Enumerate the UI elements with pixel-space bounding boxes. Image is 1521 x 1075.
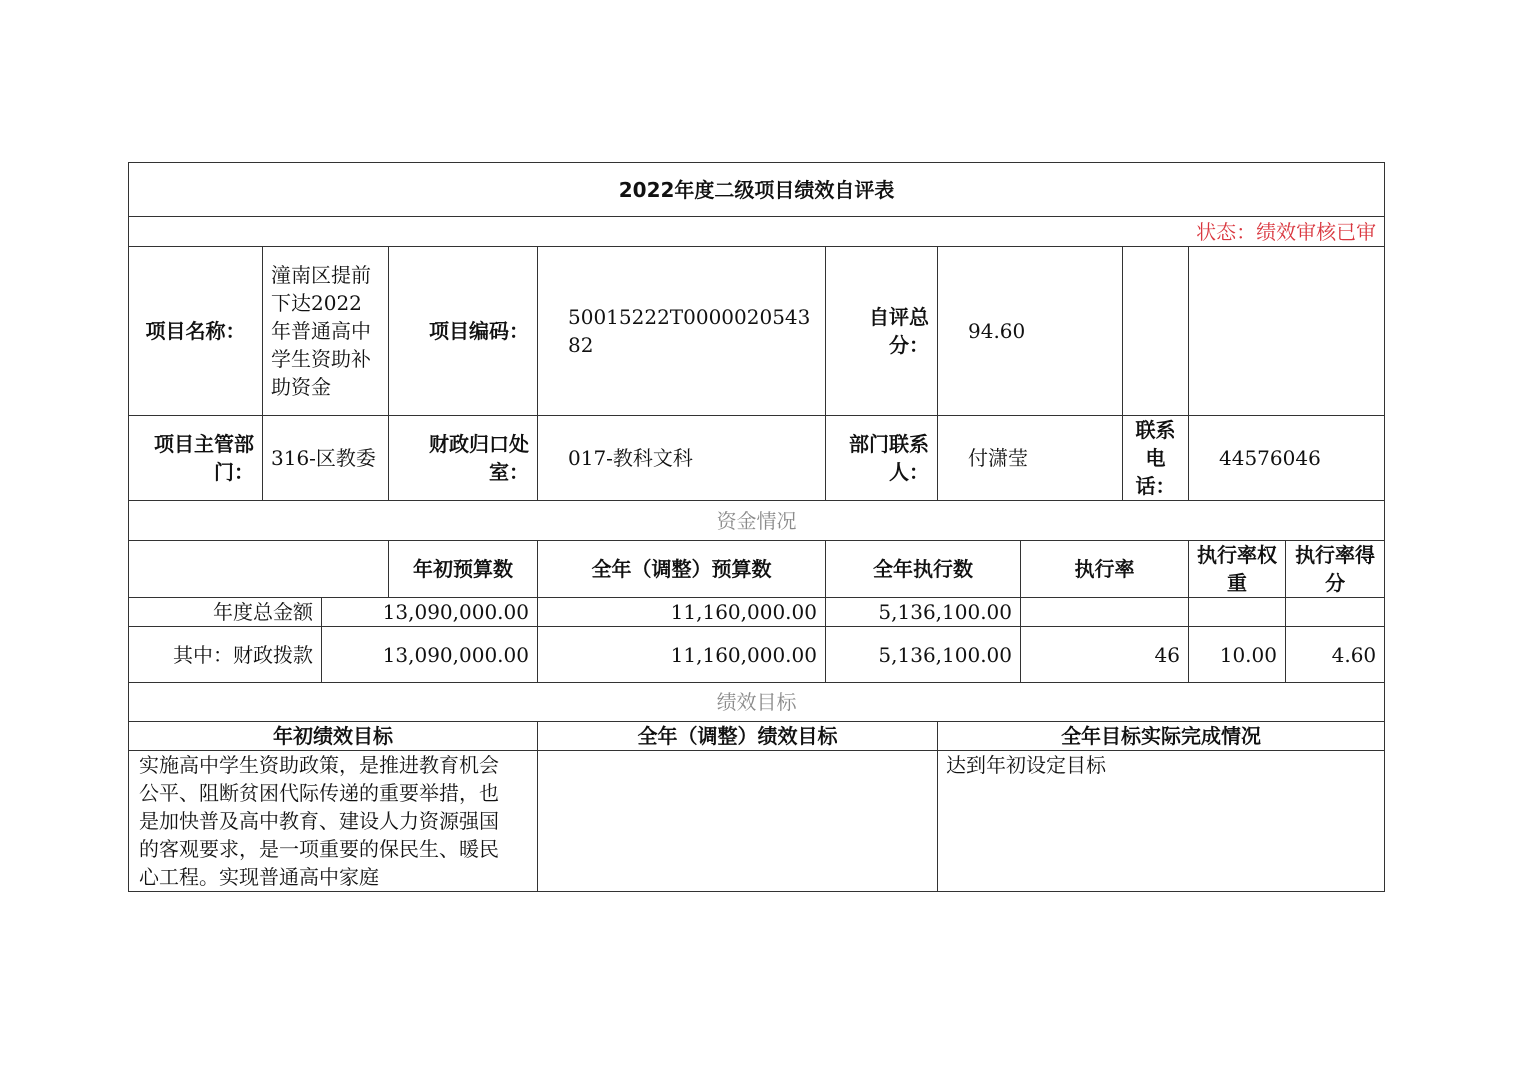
goals-header: 年初绩效目标 <box>129 722 538 751</box>
self-score-label: 自评总分： <box>826 247 938 416</box>
empty-cell <box>1189 247 1385 416</box>
goals-section-title: 绩效目标 <box>129 683 1385 722</box>
goals-header: 全年（调整）绩效目标 <box>538 722 938 751</box>
project-code-value: 50015222T000002054382 <box>538 247 826 416</box>
project-name-value: 潼南区提前下达2022年普通高中学生资助补助资金 <box>263 247 389 416</box>
funds-cell: 11,160,000.00 <box>538 598 826 627</box>
funds-cell: 13,090,000.00 <box>322 598 538 627</box>
finance-office-label: 财政归口处室： <box>389 416 538 501</box>
funds-cell <box>1286 598 1385 627</box>
project-code-label: 项目编码： <box>389 247 538 416</box>
funds-section-title: 资金情况 <box>129 501 1385 541</box>
performance-evaluation-table <box>128 162 1385 892</box>
funds-header: 执行率权重 <box>1189 541 1286 598</box>
actual-completion-text: 达到年初设定目标 <box>938 751 1385 892</box>
funds-row-label: 年度总金额 <box>129 598 322 627</box>
funds-header: 执行率 <box>1021 541 1189 598</box>
funds-cell: 13,090,000.00 <box>322 627 538 683</box>
finance-office-value: 017-教科文科 <box>538 416 826 501</box>
funds-cell: 10.00 <box>1189 627 1286 683</box>
funds-row-label: 其中：财政拨款 <box>129 627 322 683</box>
phone-label: 联系电话： <box>1123 416 1189 501</box>
funds-header: 年初预算数 <box>389 541 538 598</box>
funds-cell: 46 <box>1021 627 1189 683</box>
empty-cell <box>129 541 389 598</box>
funds-cell: 4.60 <box>1286 627 1385 683</box>
department-value: 316-区教委 <box>263 416 389 501</box>
funds-header: 全年执行数 <box>826 541 1021 598</box>
phone-value: 44576046 <box>1189 416 1385 501</box>
empty-cell <box>1123 247 1189 416</box>
form-title: 2022年度二级项目绩效自评表 <box>129 163 1385 217</box>
contact-person-value: 付潇莹 <box>938 416 1123 501</box>
funds-cell: 5,136,100.00 <box>826 627 1021 683</box>
funds-cell: 5,136,100.00 <box>826 598 1021 627</box>
adjusted-goal-text <box>538 751 938 892</box>
funds-cell <box>1021 598 1189 627</box>
funds-cell: 11,160,000.00 <box>538 627 826 683</box>
self-score-value: 94.60 <box>938 247 1123 416</box>
funds-cell <box>1189 598 1286 627</box>
goals-header: 全年目标实际完成情况 <box>938 722 1385 751</box>
funds-header: 全年（调整）预算数 <box>538 541 826 598</box>
contact-person-label: 部门联系人： <box>826 416 938 501</box>
project-name-label: 项目名称： <box>129 247 263 416</box>
department-label: 项目主管部门： <box>129 416 263 501</box>
initial-goal-text: 实施高中学生资助政策，是推进教育机会公平、阻断贫困代际传递的重要举措，也是加快普及高中教育、建设人力资源强国的客观要求，是一项重要的保民生、暖民心工程。实现普通高中家庭 <box>129 751 538 892</box>
review-status: 状态：绩效审核已审 <box>129 217 1385 247</box>
funds-header: 执行率得分 <box>1286 541 1385 598</box>
